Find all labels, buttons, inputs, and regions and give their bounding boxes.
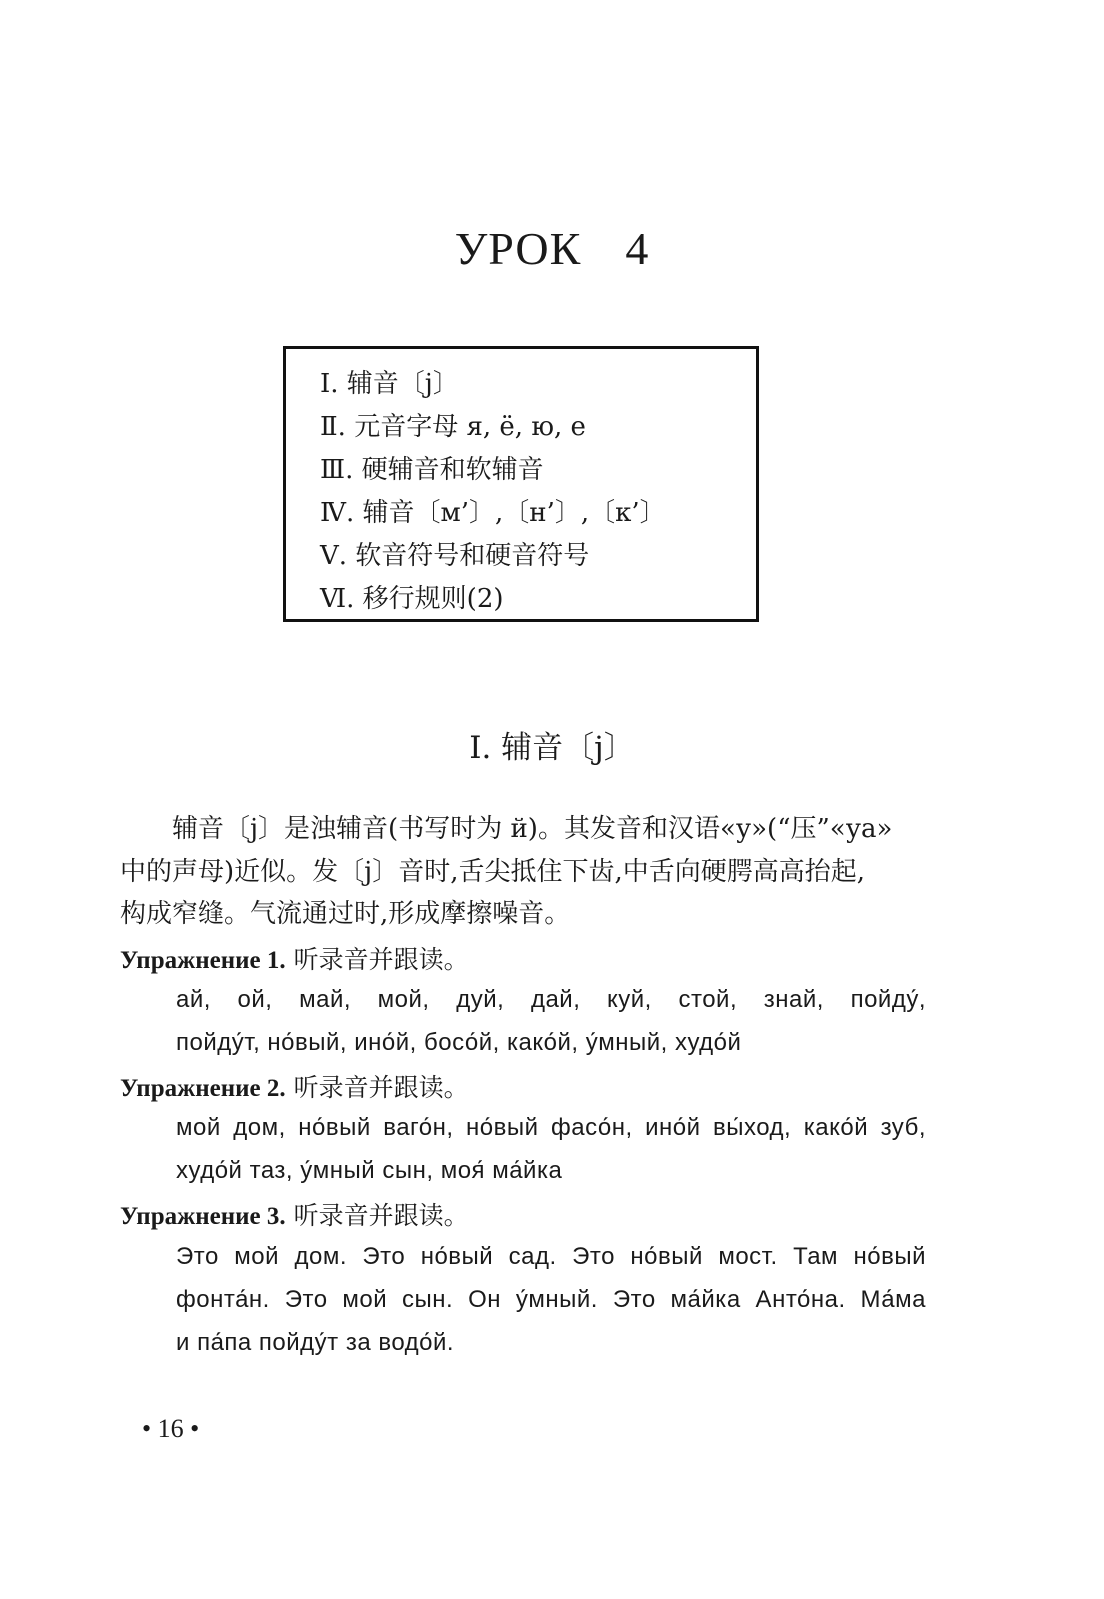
exercise-line: худо́й таз, у́мный сын, моя́ ма́йка [176, 1157, 563, 1184]
intro-line: 构成窄缝。气流通过时,形成摩擦噪音。 [120, 899, 571, 929]
intro-line: 辅音〔j〕是浊辅音(书写时为 й)。其发音和汉语«у»(“压”«уа» [172, 814, 893, 844]
exercise-line: фонта́н. Это мой сын. Он у́мный. Это ма́йка Анто́на. Ма́ма [176, 1286, 926, 1313]
exercise-line: мой дом, но́вый ваго́н, но́вый фасо́н, ино́й вы́ход, како́й зуб, [176, 1114, 926, 1141]
exercise-label: Упражнение 1. [120, 947, 286, 974]
contents-item: Ⅲ. 硬辅音和软辅音 [320, 455, 544, 485]
contents-item: Ⅱ. 元音字母 я, ё, ю, е [320, 412, 586, 442]
section-heading: Ⅰ. 辅音〔j〕 [469, 730, 635, 766]
contents-item: Ⅴ. 软音符号和硬音符号 [320, 541, 590, 571]
exercise-line: пойду́т, но́вый, ино́й, босо́й, како́й, у́мный, худо́й [176, 1029, 742, 1056]
exercise-label: Упражнение 2. [120, 1075, 286, 1102]
lesson-number: 4 [625, 223, 650, 274]
exercise-line: и па́па пойду́т за водо́й. [176, 1329, 455, 1356]
exercise-heading [120, 1196, 469, 1232]
intro-line: 中的声母)近似。发〔j〕音时,舌尖抵住下齿,中舌向硬腭高高抬起, [120, 857, 865, 887]
contents-item: Ⅳ. 辅音〔м’〕,〔н’〕,〔к’〕 [320, 498, 666, 528]
exercise-heading [120, 940, 469, 976]
lesson-title-word: УРОК [454, 223, 582, 274]
exercise-line: ай, ой, май, мой, дуй, дай, куй, стой, знай, пойду́, [176, 986, 926, 1013]
exercise-label: Упражнение 3. [120, 1203, 286, 1230]
exercise-instruction: 听录音并跟读。 [293, 945, 469, 974]
exercise-heading [120, 1068, 469, 1104]
exercise-instruction: 听录音并跟读。 [293, 1073, 469, 1102]
contents-item: Ⅵ. 移行规则(2) [320, 584, 504, 614]
lesson-title [0, 222, 1104, 275]
contents-box [283, 346, 759, 622]
exercise-line: Это мой дом. Это но́вый сад. Это но́вый мост. Там но́вый [176, 1243, 926, 1270]
exercise-instruction: 听录音并跟读。 [293, 1201, 469, 1230]
page-number: • 16 • [142, 1414, 200, 1443]
contents-item: Ⅰ. 辅音〔j〕 [320, 369, 459, 399]
